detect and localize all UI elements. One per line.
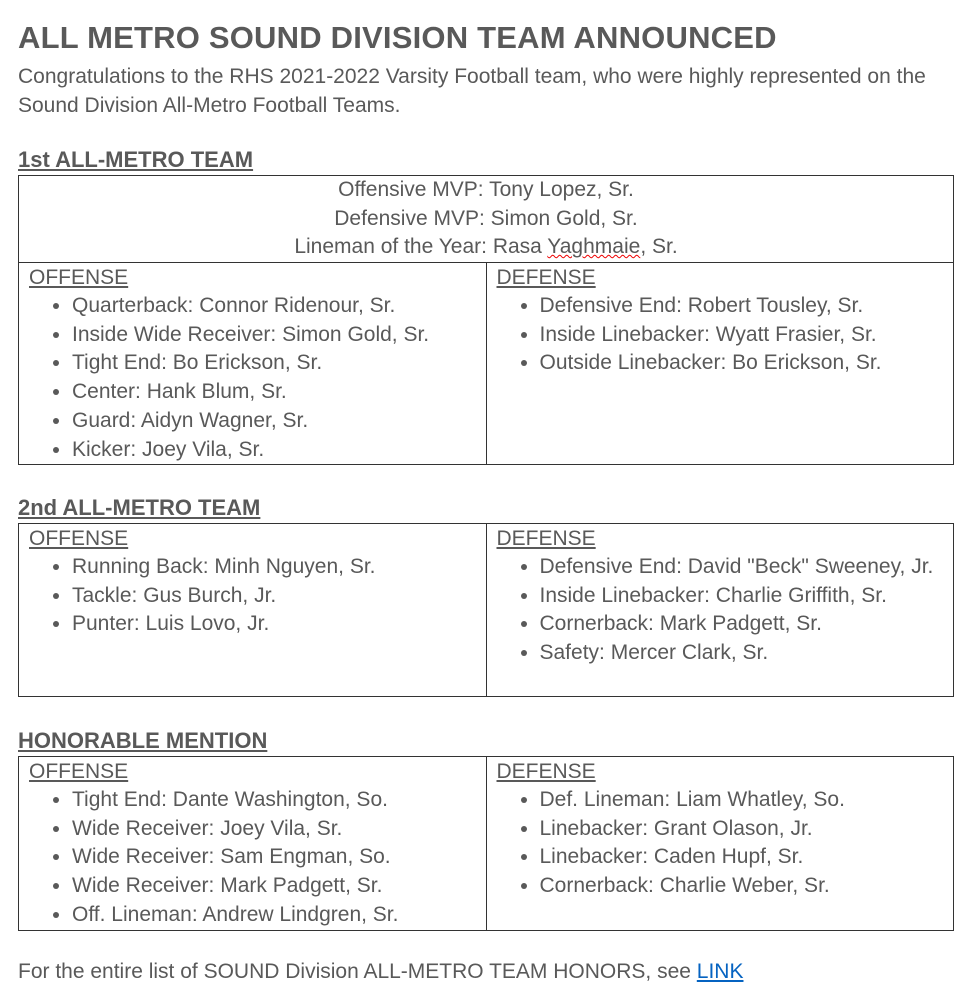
- first-defense-cell: [486, 263, 954, 465]
- list-item: • Defensive End: David "Beck" Sweeney, Jr.: [540, 553, 940, 582]
- award-lineman-text: Lineman of the Year: Rasa Yaghmaie, Sr.: [294, 235, 678, 258]
- list-item: • Linebacker: Grant Olason, Jr.: [540, 815, 954, 844]
- list-item: • Guard: Aidyn Wagner, Sr.: [72, 407, 486, 436]
- first-team-heading: 1st ALL-METRO TEAM: [18, 147, 254, 172]
- award-offensive-mvp: Offensive MVP: Tony Lopez, Sr.: [338, 178, 634, 201]
- first-team-table: [18, 175, 954, 465]
- first-offense-list: [29, 292, 486, 464]
- list-item: • Cornerback: Mark Padgett, Sr.: [540, 610, 940, 639]
- list-item: • Tight End: Dante Washington, So.: [72, 786, 486, 815]
- list-item: • Inside Linebacker: Charlie Griffith, Sr.: [540, 582, 940, 611]
- list-item: • Running Back: Minh Nguyen, Sr.: [72, 553, 486, 582]
- list-item: • Tight End: Bo Erickson, Sr.: [72, 349, 486, 378]
- honorable-defense-list: [497, 786, 954, 901]
- intro-paragraph: Congratulations to the RHS 2021-2022 Varsity Football team, who were highly represented on the Sound Division All-Metro Football Teams.: [18, 65, 926, 117]
- first-defense-label: DEFENSE: [496, 266, 596, 289]
- award-lineman-of-year: [19, 233, 953, 262]
- list-item: • Outside Linebacker: Bo Erickson, Sr.: [540, 349, 954, 378]
- spellcheck-word: Yaghmaie: [547, 235, 641, 258]
- footer-note: [18, 960, 743, 984]
- list-item: • Safety: Mercer Clark, Sr.: [540, 639, 940, 668]
- list-item: • Defensive End: Robert Tousley, Sr.: [540, 292, 954, 321]
- honorable-table: [18, 756, 954, 931]
- second-offense-cell: [19, 524, 487, 697]
- second-offense-list: [29, 553, 486, 639]
- list-item: • Tackle: Gus Burch, Jr.: [72, 582, 486, 611]
- list-item: • Cornerback: Charlie Weber, Sr.: [540, 872, 954, 901]
- honorable-offense-list: [29, 786, 486, 930]
- list-item: • Def. Lineman: Liam Whatley, So.: [540, 786, 954, 815]
- award-defensive-mvp: Defensive MVP: Simon Gold, Sr.: [334, 206, 638, 230]
- first-offense-cell: [19, 263, 487, 465]
- second-team-heading: 2nd ALL-METRO TEAM: [18, 495, 261, 520]
- honorable-offense-label: OFFENSE: [29, 760, 129, 783]
- list-item: • Inside Linebacker: Wyatt Frasier, Sr.: [540, 321, 954, 350]
- honorable-defense-label: DEFENSE: [496, 760, 596, 783]
- list-item: • Punter: Luis Lovo, Jr.: [72, 610, 486, 639]
- honorable-offense-cell: [19, 757, 487, 931]
- list-item: • Inside Wide Receiver: Simon Gold, Sr.: [72, 321, 486, 350]
- first-offense-label: OFFENSE: [29, 266, 129, 289]
- footer-text: For the entire list of SOUND Division ALL-METRO TEAM HONORS, see: [18, 960, 697, 983]
- second-offense-label: OFFENSE: [29, 527, 129, 550]
- page-title: ALL METRO SOUND DIVISION TEAM ANNOUNCED: [18, 20, 777, 55]
- list-item: • Quarterback: Connor Ridenour, Sr.: [72, 292, 486, 321]
- list-item: • Kicker: Joey Vila, Sr.: [72, 436, 486, 465]
- list-item: • Wide Receiver: Mark Padgett, Sr.: [72, 872, 486, 901]
- footer-link[interactable]: LINK: [696, 960, 744, 983]
- second-team-table: [18, 523, 954, 697]
- honorable-defense-cell: [486, 757, 954, 931]
- second-defense-cell: [486, 524, 954, 697]
- list-item: • Linebacker: Caden Hupf, Sr.: [540, 843, 954, 872]
- list-item: • Off. Lineman: Andrew Lindgren, Sr.: [72, 901, 486, 930]
- second-defense-list: [497, 553, 954, 668]
- list-item: • Center: Hank Blum, Sr.: [72, 378, 486, 407]
- list-item: • Wide Receiver: Sam Engman, So.: [72, 843, 486, 872]
- first-defense-list: [497, 292, 954, 378]
- second-defense-label: DEFENSE: [496, 527, 596, 550]
- list-item: • Wide Receiver: Joey Vila, Sr.: [72, 815, 486, 844]
- awards-cell: [19, 176, 954, 263]
- honorable-heading: HONORABLE MENTION: [18, 728, 268, 753]
